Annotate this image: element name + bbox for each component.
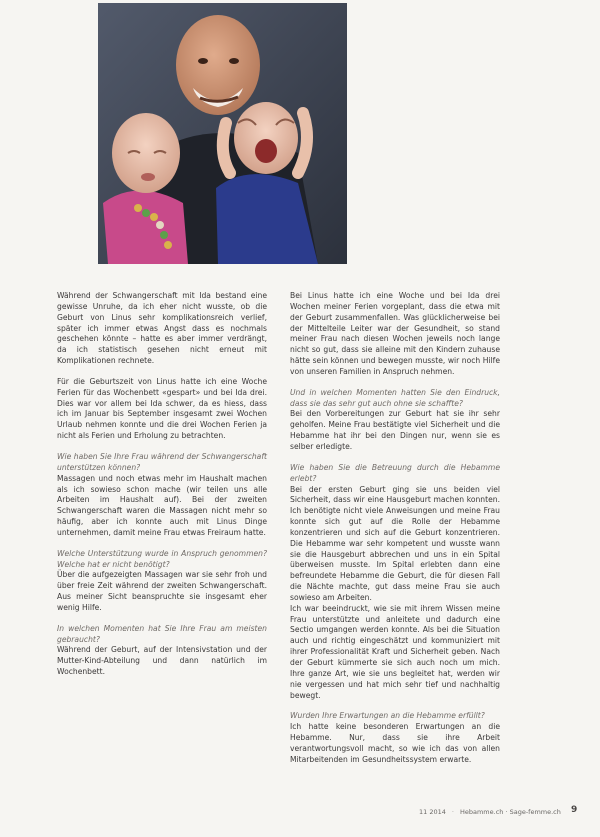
answer-paragraph: Ich war beeindruckt, wie sie mit ihrem Wissen meine Frau unterstützte und anleitete und dadurch eine Sectio umgangen werden konnte. Als bei die Situation auch und richtig eingeschätzt und kommuniziert mit ihrer Professionalität Kraft und Sicherheit geben. Nach der Geburt kümmerte sie sich auch noch um mich. Ihre ganze Art, wie sie uns begleitet hat, werden wir nie vergessen und hat mich sehr tief und nachhaltig bewegt. [290, 603, 500, 700]
issue-date: 11 2014 [419, 808, 446, 816]
answer-paragraph: Bei Linus hatte ich eine Woche und bei Ida drei Wochen meiner Ferien vorgeplant, dass die etwa mit der Geburt zusammenfallen. Was glücklicherweise bei der Mittelteile Leiter war der Gesundheit, so stand meiner Frau nach diesen Wochen jeweils noch lange nicht so gut, dass sie alleine mit den Kindern zuhause hätte sein können und bewegen musste, wir noch Hilfe von unseren Familien in Anspruch nehmen. [290, 291, 500, 376]
answer-paragraph: Ich hatte keine besonderen Erwartungen an die Hebamme. Nur, dass sie ihre Arbeit verantwortungsvoll macht, so wie ich das von allen Mitarbeitenden im Gesundheitssystem erwarte. [290, 722, 500, 764]
answer-paragraph: Bei den Vorbereitungen zur Geburt hat sie ihr sehr geholfen. Meine Frau bestätigte viel Sicherheit und die Hebamme hat ihr bei den Dingen nur, wenn sie es selber erledigte. [290, 409, 500, 451]
magazine-name: Hebamme.ch · Sage-femme.ch [459, 808, 561, 816]
answer-paragraph: Massagen und noch etwas mehr im Haushalt machen als ich sowieso schon mache (wir teilen uns alle Arbeiten im Haushalt auf). Bei der zweiten Schwangerschaft waren die Massagen nicht mehr so häufig, aber ich konnte auch mit Linus Dinge unternehmen, damit meine Frau etwas Freiraum hatte. [57, 473, 267, 537]
answer-paragraph: Über die aufgezeigten Massagen war sie sehr froh und über freie Zeit während der zweiten Schwangerschaft. Aus meiner Sicht beanspruchte sie insgesamt eher wenig Hilfe. [57, 570, 267, 612]
answer-paragraph: Bei der ersten Geburt ging sie uns beiden viel Sicherheit, dass wir eine Hausgeburt machen konnten. Ich benötigte nicht viele Anweisungen und meine Frau konnte sich gut auf die Rolle der Hebamme konzentrieren und sich auf die Geburt konzentrieren. Die Hebamme war sehr kompetent und wusste wann sie die Hausgeburt abbrechen und uns in ein Spital überweisen musste. Im Spital erlebten dann eine befreundete Hebamme die Geburt, die für diesen Fall die Nächte machte, gut dass meine Frau sie auch sowieso am Arbeiten. [290, 484, 500, 602]
interview-question: In welchen Momenten hat Sie Ihre Frau am meisten gebraucht? [57, 623, 267, 644]
interview-question: Wie haben Sie Ihre Frau während der Schwangerschaft unterstützen können? [57, 451, 267, 472]
interview-question: Und in welchen Momenten hatten Sie den Eindruck, dass sie das sehr gut auch ohne sie schaffte? [290, 387, 500, 408]
article-column-right [290, 291, 500, 776]
page-footer: 11 2014 · Hebamme.ch · Sage-femme.ch [419, 808, 561, 816]
interview-question: Wie haben Sie die Betreuung durch die Hebamme erlebt? [290, 462, 500, 483]
answer-paragraph: Für die Geburtszeit von Linus hatte ich eine Woche Ferien für das Wochenbett «gespart» und bei Ida drei. Dies war vor allem bei Ida schwer, da es hiess, dass ich im Januar bis September insgesamt zwei Wochen Urlaub nehmen konnte und die drei Wochen Ferien ja nicht als Ferien und Erholung zu betrachten. [57, 376, 267, 441]
answer-paragraph: Während der Geburt, auf der Intensivstation und der Mutter-Kind-Abteilung und dann natürlich im Wochenbett. [57, 645, 267, 677]
page-number: 9 [571, 805, 578, 815]
family-photo [98, 3, 347, 264]
answer-paragraph: Während der Schwangerschaft mit Ida bestand eine gewisse Unruhe, da ich eher nicht wusste, ob die Geburt von Linus sehr komplikationsreich verlief, später ich immer etwas Angst dass es nochmals geschehen könnte – hatte es aber immer verdrängt, da ich statistisch gesehen nicht erneut mit Komplikationen rechnete. [57, 291, 267, 366]
interview-question: Welche Unterstützung wurde in Anspruch genommen? Welche hat er nicht benötigt? [57, 548, 267, 569]
interview-question: Wurden Ihre Erwartungen an die Hebamme erfüllt? [290, 711, 485, 721]
article-column-left [57, 291, 267, 688]
